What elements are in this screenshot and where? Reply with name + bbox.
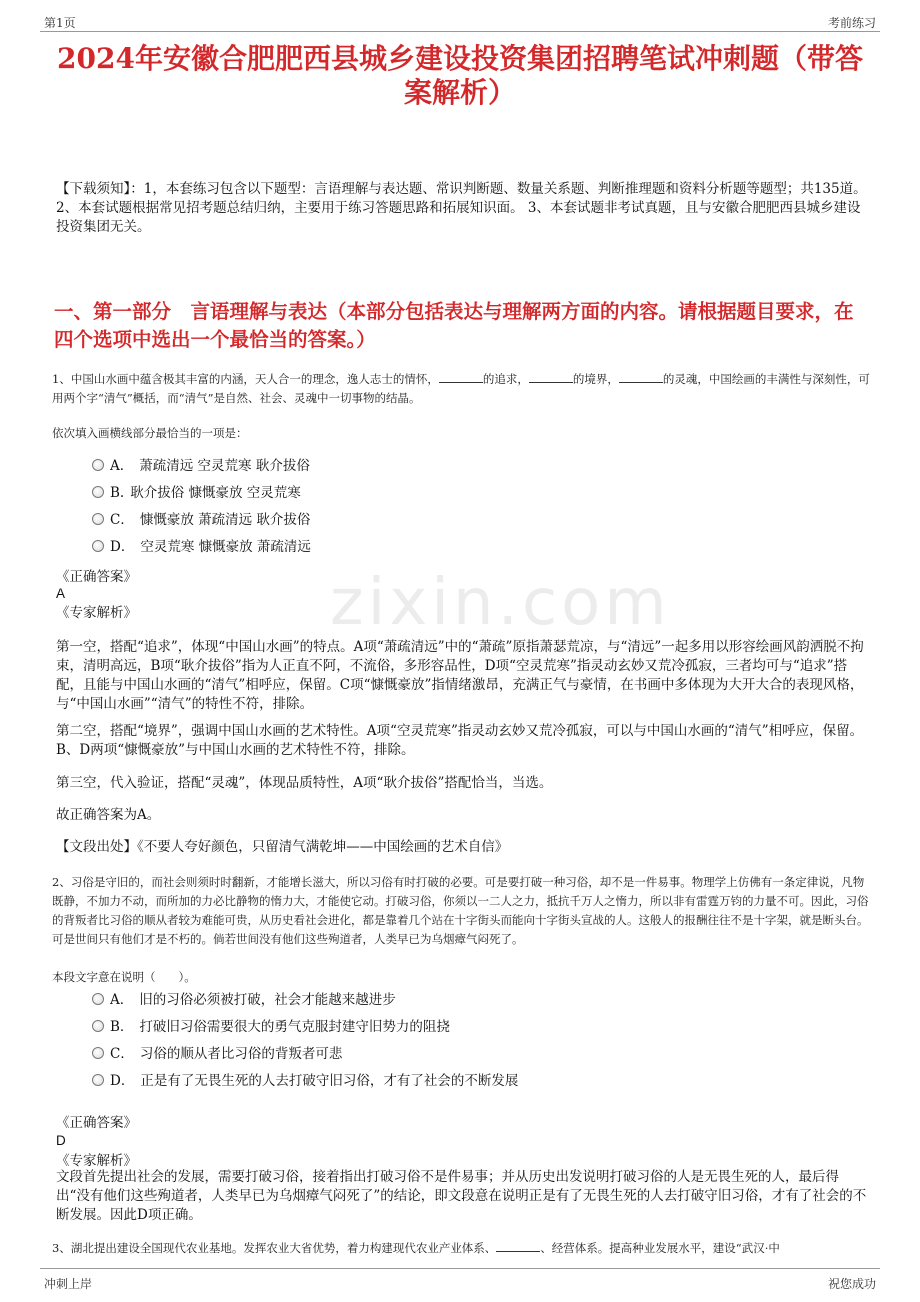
radio-button[interactable] (92, 1020, 104, 1032)
q1-answer: A (56, 586, 66, 601)
q1-option-b[interactable]: B. 耿介拔俗 慷慨豪放 空灵荒寒 (92, 482, 301, 504)
page-number: 第1页 (44, 16, 76, 30)
q1-source: 【文段出处】《不要人夸好颜色，只留清气满乾坤——中国绘画的艺术自信》 (56, 839, 509, 855)
footer-right-text: 祝您成功 (827, 1277, 876, 1291)
q1-option-d[interactable]: D． 空灵荒寒 慷慨豪放 萧疏清远 (92, 536, 311, 558)
question-1-stem: 1、中国山水画中蕴含极其丰富的内涵，天人合一的理念，逸人志士的情怀， 的追求， 的境界， 的灵魂，中国绘画的丰满性与深刻性，可用两个字“清气”概括，而“清气”是自然、社会、灵魂中一切事物的结晶。 (52, 372, 870, 405)
q1-answer-label: 《正确答案》 (56, 569, 137, 585)
question-2-prompt: 本段文字意在说明（ ）。 (52, 970, 196, 984)
radio-button[interactable] (92, 1074, 104, 1086)
document-title: 2024年安徽合肥肥西县城乡建设投资集团招聘笔试冲刺题（带答案解析） (57, 42, 863, 109)
q2-option-d[interactable]: D． 正是有了无畏生死的人去打破守旧习俗，才有了社会的不断发展 (92, 1070, 518, 1092)
q1-analysis-para-4: 故正确答案为A。 (56, 807, 161, 823)
radio-button[interactable] (92, 513, 104, 525)
page-header (40, 12, 880, 32)
q2-analysis: 文段首先提出社会的发展，需要打破习俗，接着指出打破习俗不是件易事；并从历史出发说明打破习俗的人是无畏生死的人，最后得出“没有他们这些殉道者，人类早已为乌烟瘴气闷死了”的结论，即文段意在说明正是有了无畏生死的人去打破守旧习俗，才有了社会的不断发展。因此D项正确。 (56, 1169, 867, 1223)
q1-option-c[interactable]: C． 慷慨豪放 萧疏清远 耿介拔俗 (92, 509, 310, 531)
question-1-prompt: 依次填入画横线部分最恰当的一项是： (52, 426, 248, 440)
q2-answer: D (56, 1133, 66, 1148)
section-heading: 一、第一部分 言语理解与表达（本部分包括表达与理解两方面的内容。请根据题目要求，在四个选项中选出一个最恰当的答案。） (54, 300, 854, 351)
blank-1 (496, 1240, 540, 1252)
question-2-stem: 2、习俗是守旧的，而社会则须时时翻新，才能增长滋大，所以习俗有时打破的必要。可是要打破一种习俗，却不是一件易事。物理学上仿佛有一条定律说，凡物既静，不加力不动，而所加的力必比静物的惰力大，才能使它动。打破习俗，你须以一二人之力，抵抗千万人之惰力，所以非有雷霆万钧的力量不可。因此，习俗的背叛者比习俗的顺从者较为难能可贵，从历史看社会进化，都是靠着几个站在十字街头而能向十字街头宣战的人。这般人的报酬往往不是十字架，就是断头台。可是世间只有他们才是不朽的。倘若世间没有他们这些殉道者，人类早已为乌烟瘴气闷死了。 (52, 875, 869, 946)
blank-2 (529, 371, 573, 383)
radio-button[interactable] (92, 540, 104, 552)
radio-button[interactable] (92, 486, 104, 498)
radio-button[interactable] (92, 459, 104, 471)
download-notice: 【下载须知】：1，本套练习包含以下题型：言语理解与表达题、常识判断题、数量关系题、判断推理题和资料分析题等题型；共135道。 2、本套试题根据常见招考题总结归纳，主要用于练习答题思路和拓展知识面。 3、本套试题非考试真题，且与安徽合肥肥西县城乡建设投资集团无关。 (56, 181, 867, 235)
q1-analysis-para-2: 第二空，搭配“境界”，强调中国山水画的艺术特性。A项“空灵荒寒”指灵动玄妙又荒冷孤寂，可以与中国山水画的“清气”相呼应，保留。B、D两项“慷慨豪放”与中国山水画的艺术特性不符，排除。 (56, 723, 864, 758)
q1-analysis-label: 《专家解析》 (56, 605, 137, 621)
question-3-stem: 3、湖北提出建设全国现代农业基地。发挥农业大省优势，着力构建现代农业产业体系、 、经营体系。提高种业发展水平，建设“武汉·中 (52, 1241, 780, 1255)
page-footer (40, 1268, 880, 1292)
radio-button[interactable] (92, 993, 104, 1005)
q2-answer-label: 《正确答案》 (56, 1115, 137, 1131)
q1-option-a[interactable]: A． 萧疏清远 空灵荒寒 耿介拔俗 (92, 455, 310, 477)
q1-analysis-para-3: 第三空，代入验证，搭配“灵魂”，体现品质特性，A项“耿介拔俗”搭配恰当，当选。 (56, 775, 553, 791)
q2-option-c[interactable]: C． 习俗的顺从者比习俗的背叛者可悲 (92, 1043, 342, 1065)
q1-analysis-para-1: 第一空，搭配“追求”，体现“中国山水画”的特点。A项“萧疏清远”中的“萧疏”原指萧瑟荒凉，与“清远”一起多用以形容绘画风韵洒脱不拘束，清明高远，B项“耿介拔俗”指为人正直不阿，不流俗，多形容品性，D项“空灵荒寒”指灵动玄妙又荒冷孤寂，三者均可与“追求”搭配，且能与中国山水画的“清气”相呼应，保留。C项“慷慨豪放”指情绪激昂，充满正气与豪情，在书画中多体现为大开大合的表现风格，与“中国山水画”“清气”的特性不符，排除。 (56, 639, 864, 712)
radio-button[interactable] (92, 1047, 104, 1059)
blank-1 (439, 371, 483, 383)
watermark: zixin.com (330, 566, 671, 640)
blank-3 (619, 371, 663, 383)
footer-left-text: 冲刺上岸 (44, 1277, 93, 1291)
header-tag: 考前练习 (827, 16, 876, 30)
q2-option-b[interactable]: B． 打破旧习俗需要很大的勇气克服封建守旧势力的阻挠 (92, 1016, 450, 1038)
q2-option-a[interactable]: A． 旧的习俗必须被打破，社会才能越来越进步 (92, 989, 396, 1011)
q2-analysis-label: 《专家解析》 (56, 1153, 137, 1169)
